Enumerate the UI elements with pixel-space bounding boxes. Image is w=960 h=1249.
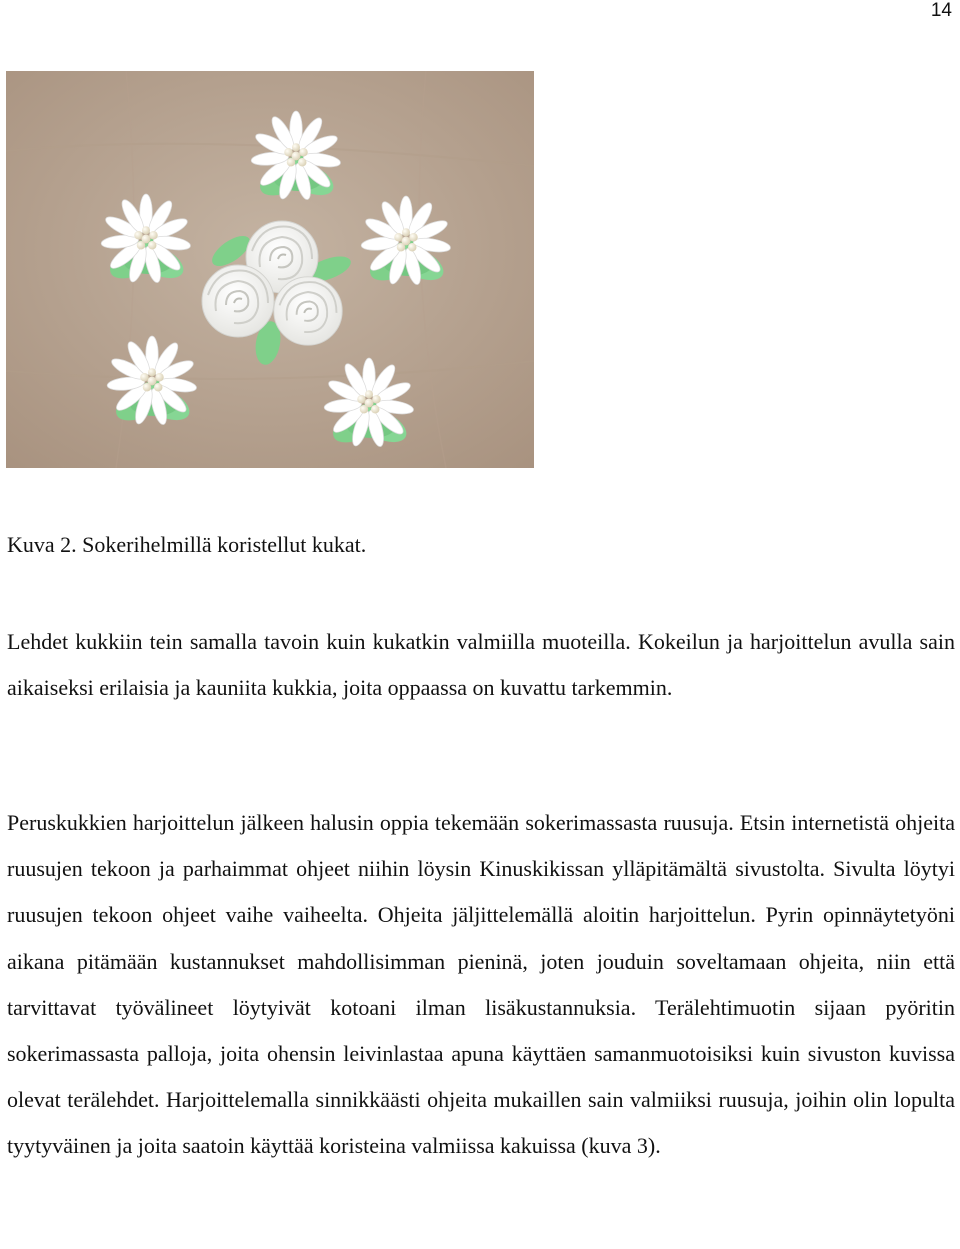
page-number: 14 (930, 0, 952, 21)
figure-caption: Kuva 2. Sokerihelmillä koristellut kukat. (7, 532, 367, 557)
paragraph-leaves: Lehdet kukkiin tein samalla tavoin kuin kukatkin valmiilla muoteilla. Kokeilun ja harjoittelun avulla sain aikaiseksi erilaisia ja kauniita kukkia, joita oppaassa on kuvattu tarkemmin. (7, 629, 955, 700)
photo-sugar-flowers (6, 71, 534, 468)
paragraph-roses: Peruskukkien harjoittelun jälkeen halusin oppia tekemään sokerimassasta ruusuja. Etsin internetistä ohjeita ruusujen tekoon ja parhaimmat ohjeet niihin löysin Kinuskikissan ylläpitämältä sivustolta. Sivulta löytyi ruusujen tekoon ohjeet vaihe vaiheelta. Ohjeita jäljittelemällä aloitin harjoittelun. Pyrin opinnäytetyöni aikana pitämään kustannukset mahdollisimman pieninä, joten jouduin soveltamaan ohjeita, niin että tarvittavat työvälineet löytyivät kotoani ilman lisäkustannuksia. Terälehtimuotin sijaan pyöritin sokerimassasta palloja, joita ohensin leivinlastaa apuna käyttäen samanmuotoisiksi kuin sivuston kuvissa olevat terälehdet. Harjoittelemalla sinnikkäästi ohjeita mukaillen sain valmiiksi ruusuja, joihin olin lopulta tyytyväinen ja joita saatoin käyttää koristeina valmiissa kakuissa (kuva 3). (7, 810, 955, 1159)
